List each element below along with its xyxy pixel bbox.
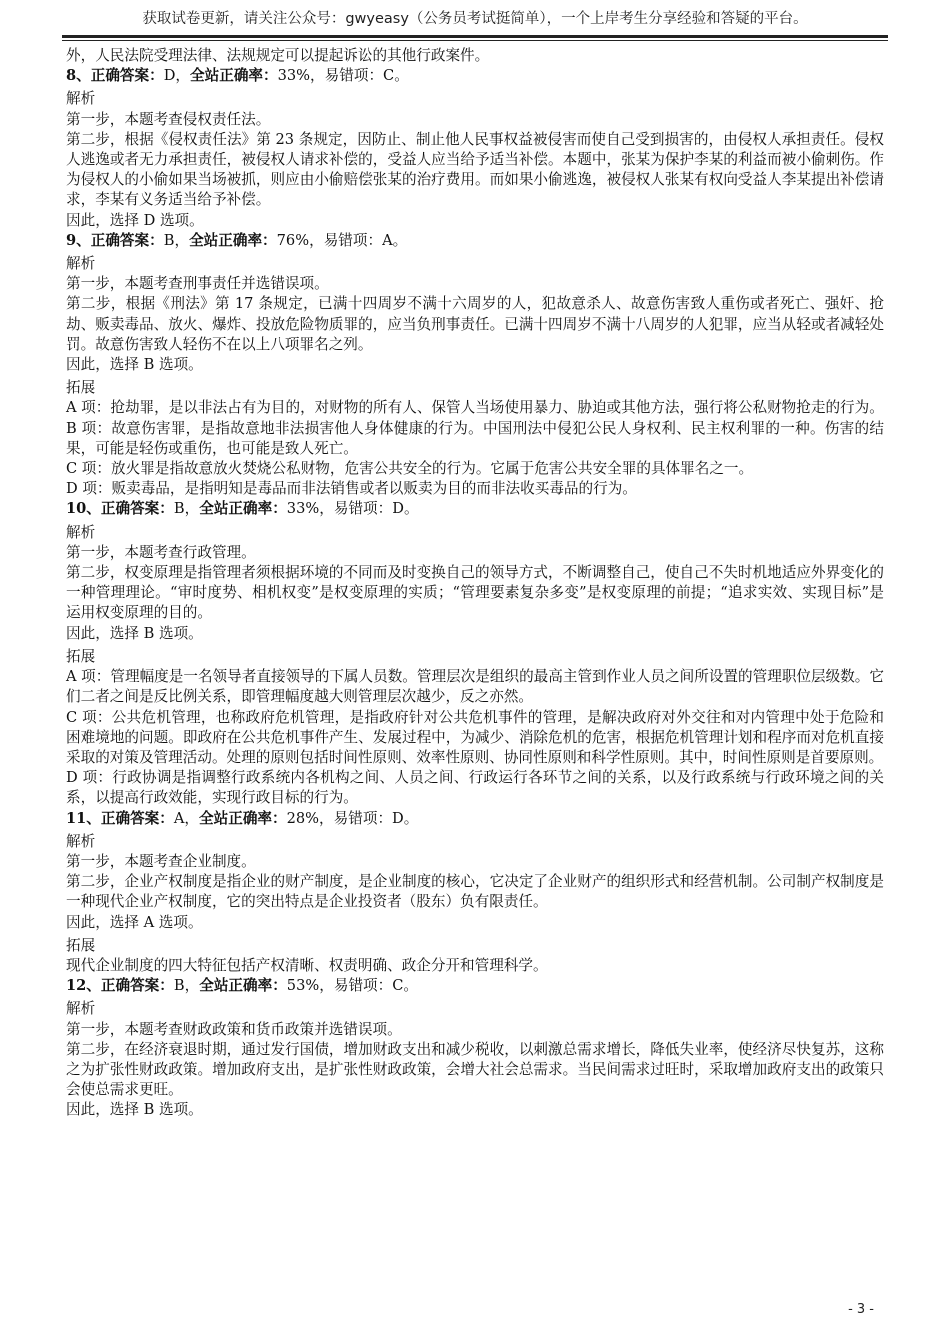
question-answer-line bbox=[66, 66, 884, 86]
question-answer-line bbox=[66, 976, 884, 996]
question-number-label: 11、正确答案： bbox=[66, 809, 174, 827]
paragraph-text: 第一步，本题考查财政政策和货币政策并选错误项。 bbox=[66, 1020, 402, 1038]
error-prone-option: D bbox=[392, 500, 404, 518]
section-heading: 解析 bbox=[66, 1000, 96, 1018]
paragraph-text: 因此，选择 D 选项。 bbox=[66, 211, 204, 229]
error-prone-label: 易错项： bbox=[333, 809, 393, 827]
document-body bbox=[66, 46, 884, 1121]
paragraph-text: 第二步，在经济衰退时期，通过发行国债，增加财政支出和减少税收，以刺激总需求增长，降低失业率，使经济尽快复苏，这称之为扩张性财政政策。增加政府支出，是扩张性财政政策，会增大社会总需求。当民间需求过旺时，采取增加政府支出的政策只会使总需求更旺。 bbox=[66, 1040, 884, 1099]
paragraph-text: A 项：抢劫罪，是以非法占有为目的，对财物的所有人、保管人当场使用暴力、胁迫或其他方法，强行将公私财物抢走的行为。 bbox=[66, 399, 884, 417]
header-divider bbox=[62, 35, 888, 41]
question-answer-line bbox=[66, 231, 884, 251]
punctuation: 。 bbox=[403, 809, 419, 827]
page-header: 获取试卷更新，请关注公众号：gwyeasy（公务员考试挺简单），一个上岸考生分享经验和答疑的平台。 bbox=[142, 11, 808, 27]
paragraph-text: C 项：公共危机管理，也称政府危机管理，是指政府针对公共危机事件的管理，是解决政府对外交往和对内管理中处于危险和困难境地的问题。即政府在公共危机事件产生、发展过程中，为减少、消除危机的危害，根据危机管理计划和程序而对危机直接采取的对策及管理活动。处理的原则包括时间性原则、效率性原则、协同性原则和科学性原则。其中，时间性原则是首要原则。 bbox=[66, 708, 884, 766]
paragraph-text: A 项：管理幅度是一名领导者直接领导的下属人员数。管理层次是组织的最高主管到作业人员之间所设置的管理职位层级数。它们二者之间是反比例关系，即管理幅度越大则管理层次越少，反之亦然。 bbox=[66, 668, 884, 706]
accuracy-rate: 28% bbox=[286, 809, 320, 827]
section-heading: 解析 bbox=[66, 523, 96, 541]
paragraph-text: D 项：行政协调是指调整行政系统内各机构之间、人员之间、行政运行各环节之间的关系，以及行政系统与行政环境之间的关系，以提高行政效能，实现行政目标的行为。 bbox=[66, 769, 884, 807]
page-number: - 3 - bbox=[848, 1302, 874, 1317]
error-prone-option: C bbox=[383, 67, 395, 85]
punctuation: 。 bbox=[403, 500, 419, 518]
correct-answer: A bbox=[173, 809, 185, 827]
paragraph-text: D 项：贩卖毒品，是指明知是毒品而非法销售或者以贩卖为目的而非法收买毒品的行为。 bbox=[66, 480, 637, 498]
punctuation: ， bbox=[184, 977, 200, 995]
accuracy-rate: 53% bbox=[286, 977, 320, 995]
error-prone-label: 易错项： bbox=[333, 977, 393, 995]
paragraph-text: 现代企业制度的四大特征包括产权清晰、权责明确、政企分开和管理科学。 bbox=[66, 956, 548, 974]
section-heading: 拓展 bbox=[66, 936, 96, 954]
punctuation: ， bbox=[175, 67, 191, 85]
punctuation: ， bbox=[310, 67, 325, 85]
punctuation: ， bbox=[319, 977, 334, 995]
punctuation: ， bbox=[184, 809, 200, 827]
paragraph-text: 因此，选择 B 选项。 bbox=[66, 624, 203, 642]
section-heading: 拓展 bbox=[66, 647, 96, 665]
question-answer-line bbox=[66, 499, 884, 519]
punctuation: 。 bbox=[394, 67, 409, 85]
paragraph-text: 第二步，根据《刑法》第 17 条规定，已满十四周岁不满十六周岁的人，犯故意杀人、故意伤害致人重伤或者死亡、强奸、抢劫、贩卖毒品、放火、爆炸、投放危险物质罪的，应当负刑事责任。已满十四周岁不满十八周岁的人犯罪，应当从轻或者减轻处罚。故意伤害致人轻伤不在以上八项罪名之列。 bbox=[66, 295, 884, 353]
error-prone-label: 易错项： bbox=[333, 500, 393, 518]
question-number-label: 9、正确答案： bbox=[66, 231, 164, 249]
accuracy-label: 全站正确率： bbox=[190, 67, 278, 85]
error-prone-label: 易错项： bbox=[323, 231, 383, 249]
punctuation: 。 bbox=[392, 231, 408, 249]
section-heading: 拓展 bbox=[66, 379, 96, 397]
section-heading: 解析 bbox=[66, 832, 96, 850]
punctuation: ， bbox=[184, 500, 200, 518]
section-heading: 解析 bbox=[66, 255, 96, 273]
error-prone-option: D bbox=[392, 809, 404, 827]
question-number-label: 12、正确答案： bbox=[66, 977, 174, 995]
paragraph-text: 外，人民法院受理法律、法规规定可以提起诉讼的其他行政案件。 bbox=[66, 47, 490, 64]
punctuation: ， bbox=[319, 500, 334, 518]
paragraph-text: 第二步，企业产权制度是指企业的财产制度，是企业制度的核心，它决定了企业财产的组织形式和经营机制。公司制产权制度是一种现代企业产权制度，它的突出特点是企业投资者（股东）负有限责任。 bbox=[66, 873, 884, 911]
accuracy-rate: 76% bbox=[276, 231, 310, 249]
punctuation: ， bbox=[309, 231, 324, 249]
accuracy-rate: 33% bbox=[277, 67, 311, 85]
accuracy-label: 全站正确率： bbox=[189, 231, 277, 249]
question-number-label: 8、正确答案： bbox=[66, 67, 164, 85]
paragraph-text: B 项：故意伤害罪，是指故意地非法损害他人身体健康的行为。中国刑法中侵犯公民人身权利、民主权利罪的一种。伤害的结果，可能是轻伤或重伤，也可能是致人死亡。 bbox=[66, 419, 884, 457]
section-heading: 解析 bbox=[66, 90, 96, 108]
paragraph-text: 因此，选择 B 选项。 bbox=[66, 356, 203, 374]
correct-answer: B bbox=[173, 500, 185, 518]
punctuation: ， bbox=[319, 809, 334, 827]
correct-answer: B bbox=[173, 977, 185, 995]
correct-answer: D bbox=[163, 67, 176, 85]
correct-answer: B bbox=[163, 231, 175, 249]
accuracy-label: 全站正确率： bbox=[199, 500, 287, 518]
paragraph-text: 第一步，本题考查侵权责任法。 bbox=[66, 110, 271, 128]
paragraph-text: 因此，选择 B 选项。 bbox=[66, 1101, 203, 1119]
accuracy-label: 全站正确率： bbox=[199, 809, 287, 827]
error-prone-option: A bbox=[382, 231, 393, 249]
error-prone-option: C bbox=[392, 977, 404, 995]
paragraph-text: 第一步，本题考查刑事责任并选错误项。 bbox=[66, 275, 329, 293]
paragraph-text: C 项：放火罪是指故意放火焚烧公私财物，危害公共安全的行为。它属于危害公共安全罪的具体罪名之一。 bbox=[66, 460, 754, 478]
paragraph-text: 第二步，根据《侵权责任法》第 23 条规定，因防止、制止他人民事权益被侵害而使自己受到损害的，由侵权人承担责任。侵权人逃逸或者无力承担责任，被侵权人请求补偿的，受益人应当给予适当补偿。本题中，张某为保护李某的利益而被小偷刺伤。作为侵权人的小偷如果当场被抓，则应由小偷赔偿张某的治疗费用。而如果小偷逃逸，被侵权人张某有权向受益人李某提出补偿请求，李某有义务适当给予补偿。 bbox=[66, 130, 884, 209]
paragraph-text: 第一步，本题考查行政管理。 bbox=[66, 543, 256, 561]
question-number-label: 10、正确答案： bbox=[66, 500, 174, 518]
accuracy-label: 全站正确率： bbox=[199, 977, 287, 995]
error-prone-label: 易错项： bbox=[324, 67, 384, 85]
paragraph-text: 第二步，权变原理是指管理者须根据环境的不同而及时变换自己的领导方式，不断调整自己，使自己不失时机地适应外界变化的一种管理理论。“审时度势、相机权变”是权变原理的实质；“管理要素复杂多变”是权变原理的前提；“追求实效、实现目标”是运用权变原理的目的。 bbox=[66, 564, 884, 622]
accuracy-rate: 33% bbox=[286, 500, 320, 518]
question-answer-line bbox=[66, 809, 884, 829]
paragraph-text: 第一步，本题考查企业制度。 bbox=[66, 852, 256, 870]
punctuation: 。 bbox=[403, 977, 419, 995]
paragraph-text: 因此，选择 A 选项。 bbox=[66, 913, 203, 931]
punctuation: ， bbox=[174, 231, 190, 249]
